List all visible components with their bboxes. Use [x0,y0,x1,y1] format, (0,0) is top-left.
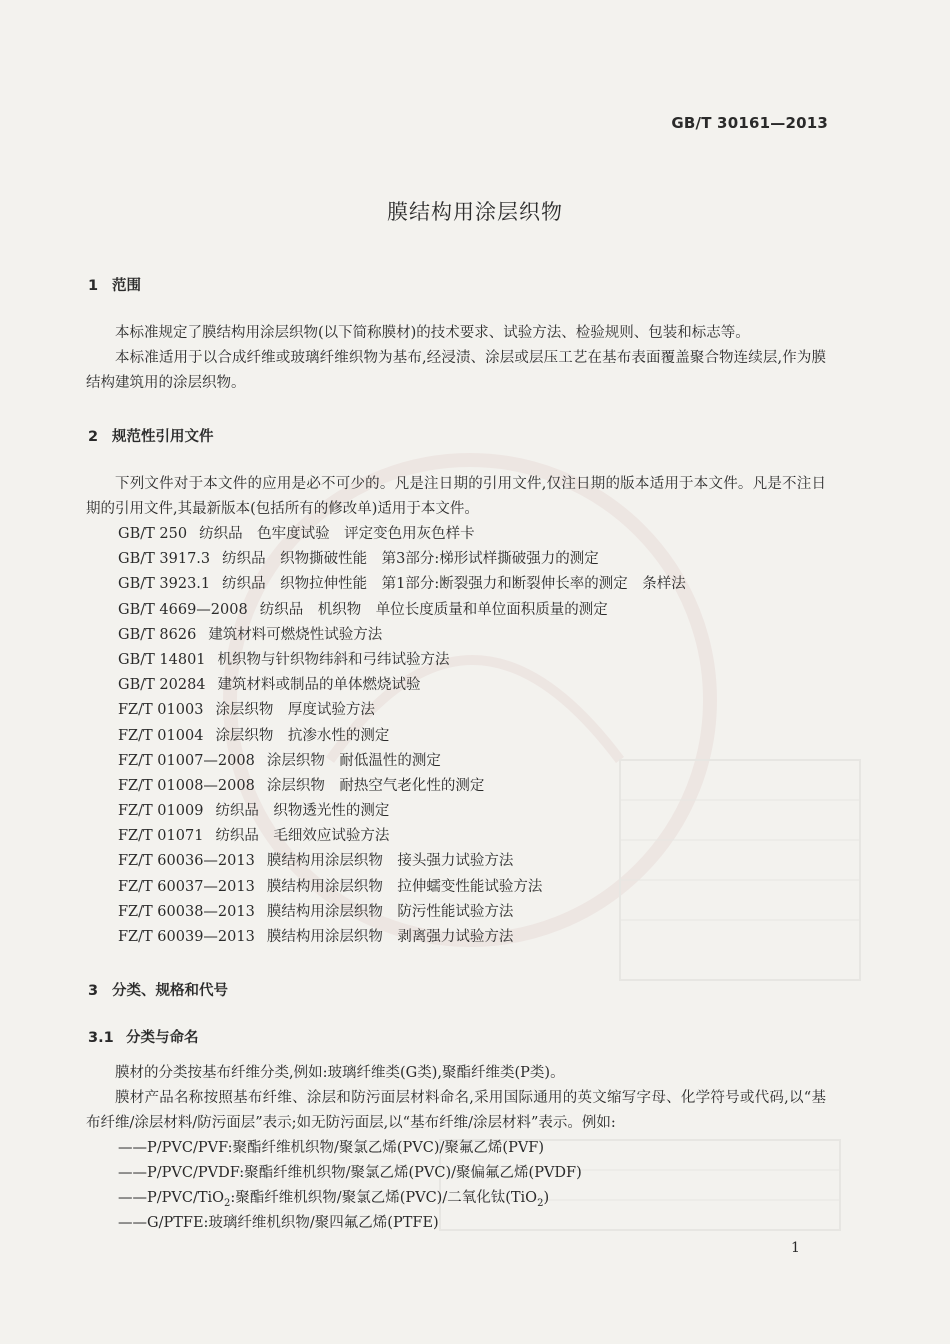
section-title: 分类、规格和代号 [112,983,228,999]
reference-item [118,875,686,900]
reference-title: 纺织品 机织物 单位长度质量和单位面积质量的测定 [259,601,608,618]
reference-code: FZ/T 60038—2013 [118,903,255,920]
section-number: 3 [88,983,99,999]
reference-code: GB/T 250 [118,526,188,542]
reference-item [118,799,686,824]
reference-title: 纺织品 织物撕破性能 第3部分:梯形试样撕破强力的测定 [222,551,599,568]
reference-item [118,849,686,874]
reference-title: 建筑材料或制品的单体燃烧试验 [217,677,421,694]
reference-code: FZ/T 01009 [118,803,204,820]
reference-title: 涂层织物 厚度试验方法 [215,702,375,719]
reference-title: 机织物与针织物纬斜和弓纬试验方法 [217,651,450,668]
naming-example [118,1186,582,1211]
scope-paragraph-1: 本标准规定了膜结构用涂层织物(以下简称膜材)的技术要求、试验方法、检验规则、包装和标志等。 [115,325,750,341]
classification-paragraph-1: 膜材的分类按基布纤维分类,例如:玻璃纤维类(G类),聚酯纤维类(P类)。 [115,1065,565,1081]
subsection-number: 3.1 [88,1030,114,1046]
reference-item [118,648,686,673]
naming-examples-list [118,1136,582,1236]
reference-title: 膜结构用涂层织物 接头强力试验方法 [266,853,514,870]
reference-title: 涂层织物 耐热空气老化性的测定 [266,777,485,794]
example-text-cont: :聚酯纤维机织物/聚氯乙烯(PVC)/二氧化钛(TiO [230,1190,538,1206]
reference-title: 膜结构用涂层织物 剥离强力试验方法 [266,929,514,945]
reference-item [118,522,686,547]
example-text: P/PVC/PVF:聚酯纤维机织物/聚氯乙烯(PVC)/聚氟乙烯(PVF) [147,1140,545,1156]
reference-code: GB/T 4669—2008 [118,601,248,618]
example-text-end: ) [543,1190,550,1206]
section-heading-normative [88,425,214,446]
reference-item [118,673,686,698]
reference-title: 建筑材料可燃烧性试验方法 [208,626,383,643]
reference-code: FZ/T 60039—2013 [118,929,255,945]
subsection-heading-naming [88,1026,199,1047]
naming-example [118,1211,582,1236]
reference-title: 涂层织物 抗渗水性的测定 [215,727,390,744]
naming-example [118,1136,582,1161]
reference-item [118,572,686,597]
reference-code: GB/T 3917.3 [118,551,211,568]
reference-item [118,698,686,723]
subscript: 2 [537,1197,544,1209]
dash-prefix: —— [118,1215,147,1231]
dash-prefix: —— [118,1165,147,1181]
reference-item [118,749,686,774]
section-title: 范围 [112,278,141,294]
reference-list [118,522,686,950]
classification-paragraph-2: 膜材产品名称按照基布纤维、涂层和防污面层材料命名,采用国际通用的英文缩写字母、化学符号或代码,以“基布纤维/涂层材料/防污面层”表示;如无防污面层,以“基布纤维/涂层材料”表示。例如: [86,1090,826,1131]
reference-code: FZ/T 01007—2008 [118,752,255,769]
reference-title: 纺织品 织物透光性的测定 [215,803,390,820]
reference-title: 涂层织物 耐低温性的测定 [266,752,441,769]
standard-code: GB/T 30161—2013 [671,114,828,132]
subscript: 2 [224,1197,231,1209]
subsection-title: 分类与命名 [126,1030,199,1046]
scope-paragraph-2: 本标准适用于以合成纤维或玻璃纤维织物为基布,经浸渍、涂层或层压工艺在基布表面覆盖聚合物连续层,作为膜结构建筑用的涂层织物。 [86,350,826,391]
reference-title: 膜结构用涂层织物 拉伸蠕变性能试验方法 [266,878,543,895]
dash-prefix: —— [118,1140,147,1156]
reference-code: FZ/T 01003 [118,702,204,719]
reference-item [118,724,686,749]
reference-item [118,623,686,648]
example-text: G/PTFE:玻璃纤维机织物/聚四氟乙烯(PTFE) [147,1215,439,1231]
page-number: 1 [791,1240,800,1256]
reference-code: FZ/T 01071 [118,828,204,845]
reference-code: GB/T 8626 [118,626,197,643]
section-heading-scope [88,274,141,295]
normative-intro: 下列文件对于本文件的应用是必不可少的。凡是注日期的引用文件,仅注日期的版本适用于本文件。凡是不注日期的引用文件,其最新版本(包括所有的修改单)适用于本文件。 [86,476,826,517]
reference-title: 纺织品 色牢度试验 评定变色用灰色样卡 [199,526,475,542]
section-title: 规范性引用文件 [112,429,214,445]
reference-item [118,774,686,799]
example-text: P/PVC/TiO [147,1190,225,1206]
reference-code: FZ/T 01004 [118,727,204,744]
naming-example [118,1161,582,1186]
example-text: P/PVC/PVDF:聚酯纤维机织物/聚氯乙烯(PVC)/聚偏氟乙烯(PVDF) [147,1165,582,1181]
reference-code: FZ/T 60036—2013 [118,853,255,870]
document-title: 膜结构用涂层织物 [387,200,563,224]
reference-title: 纺织品 毛细效应试验方法 [215,828,390,845]
reference-item [118,925,686,950]
reference-code: FZ/T 60037—2013 [118,878,255,895]
reference-item [118,824,686,849]
dash-prefix: —— [118,1190,147,1206]
reference-code: GB/T 20284 [118,677,206,694]
reference-item [118,598,686,623]
section-number: 2 [88,429,99,445]
reference-title: 膜结构用涂层织物 防污性能试验方法 [266,903,514,920]
reference-code: GB/T 3923.1 [118,576,211,593]
section-heading-classification [88,979,228,1000]
section-number: 1 [88,278,99,294]
reference-title: 纺织品 织物拉伸性能 第1部分:断裂强力和断裂伸长率的测定 条样法 [222,576,686,593]
reference-code: FZ/T 01008—2008 [118,777,255,794]
reference-item [118,900,686,925]
reference-item [118,547,686,572]
reference-code: GB/T 14801 [118,651,206,668]
